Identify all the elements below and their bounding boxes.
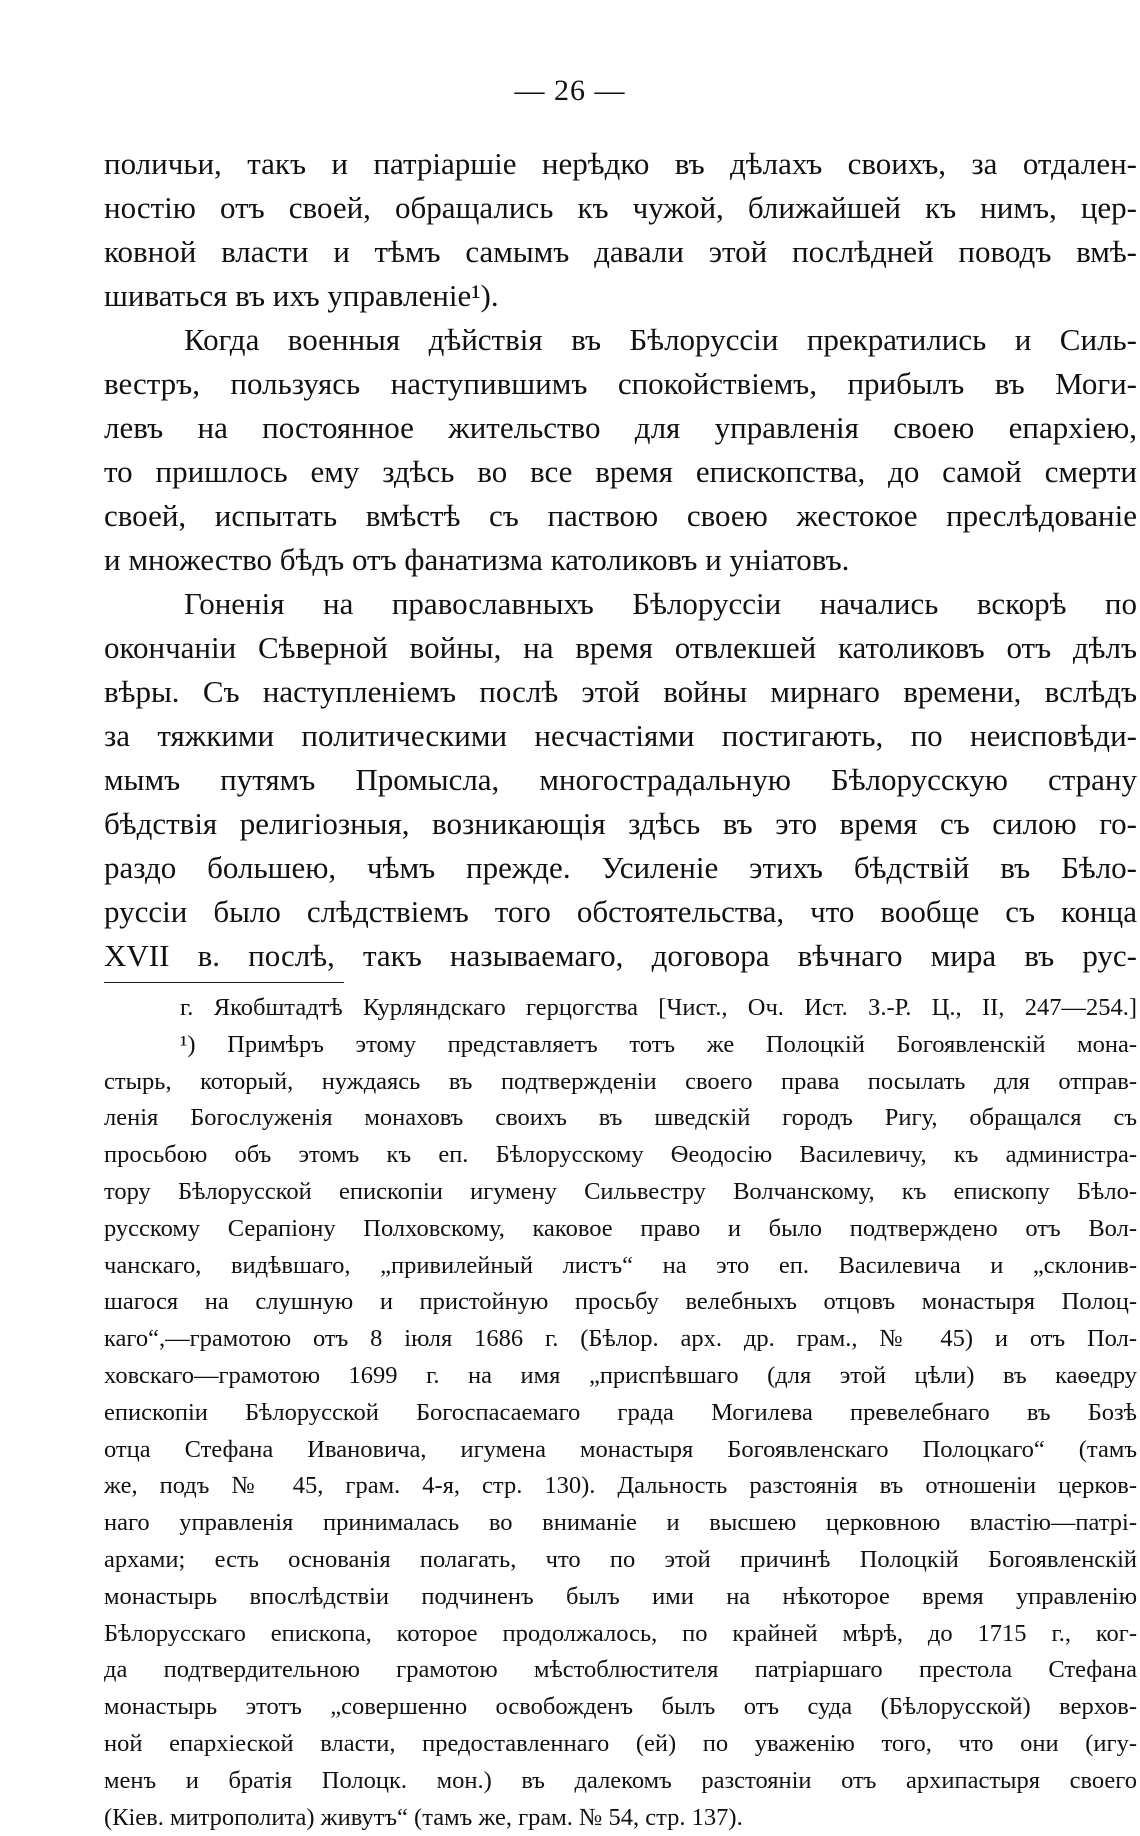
body-line: ковной власти и тѣмъ самымъ давали этой послѣдней поводъ вмѣ- [104, 234, 1137, 269]
footnote-line: стырь, который, нуждаясь въ подтвержденіи своего права посылать для отправ- [104, 1067, 1137, 1095]
footnote-line: просьбою объ этомъ къ еп. Бѣлорусскому Ѳеодосію Василевичу, къ администра- [104, 1141, 1137, 1169]
body-line: левъ на постоянное жительство для управленія своею епархіею, [104, 410, 1137, 445]
body-line: раздо большею, чѣмъ прежде. Усиленіе этихъ бѣдствій въ Бѣло- [104, 850, 1137, 885]
body-line: бѣдствія религіозныя, возникающія здѣсь въ это время съ силою го- [104, 806, 1137, 841]
footnote-line: же, подъ № 45, грам. 4-я, стр. 130). Дальность разстоянія въ отношеніи церков- [104, 1472, 1137, 1500]
footnote-divider [104, 982, 344, 983]
body-line: окончаніи Сѣверной войны, на время отвлекшей католиковъ отъ дѣлъ [104, 630, 1137, 665]
body-line: и множество бѣдъ отъ фанатизма католиковъ и уніатовъ. [104, 542, 850, 577]
body-line: своей, испытать вмѣстѣ съ паствою своею жестокое преслѣдованіе [104, 498, 1137, 533]
footnote-continuation: г. Якобштадтѣ Курляндскаго герцогства [Чист., Оч. Ист. З.-Р. Ц., II, 247—254.] [180, 994, 1137, 1021]
body-line: вѣры. Съ наступленіемъ послѣ этой войны мирнаго времени, вслѣдъ [104, 674, 1137, 709]
footnote-line: наго управленія принималась во вниманіе и высшею церковною властію—патрі- [104, 1509, 1137, 1537]
footnote-line: шагося на слушную и пристойную просьбу велебныхъ отцовъ монастыря Полоц- [104, 1288, 1137, 1316]
footnote-line: монастырь впослѣдствіи подчиненъ былъ ими на нѣкоторое время управленію [104, 1582, 1137, 1610]
body-line: поличьи, такъ и патріаршіе нерѣдко въ дѣлахъ своихъ, за отдален- [104, 146, 1137, 181]
footnote-line: ленія Богослуженія монаховъ своихъ въ шведскій городъ Ригу, обращался съ [104, 1104, 1137, 1132]
footnote-line: тору Бѣлорусской епископіи игумену Сильвестру Волчанскому, къ епископу Бѣло- [104, 1177, 1137, 1205]
body-line: то пришлось ему здѣсь во все время епископства, до самой смерти [104, 454, 1137, 489]
body-line: шиваться въ ихъ управленіе¹). [104, 278, 499, 313]
body-line: XVII в. послѣ, такъ называемаго, договора вѣчнаго мира въ рус- [104, 938, 1137, 973]
footnote-line: ной епархіеской власти, предоставленнаго (ей) по уваженію того, что они (игу- [104, 1729, 1137, 1757]
footnote-line: архами; есть основанія полагать, что по этой причинѣ Полоцкій Богоявленскій [104, 1545, 1137, 1573]
body-line: ностію отъ своей, обращались къ чужой, ближайшей къ нимъ, цер- [104, 190, 1137, 225]
footnote-line: ¹) Примѣръ этому представляетъ тотъ же Полоцкій Богоявленскій мона- [180, 1030, 1137, 1058]
page-number: — 26 — [514, 74, 626, 107]
body-line: Когда военныя дѣйствія въ Бѣлоруссіи прекратились и Силь- [184, 322, 1137, 357]
body-line: вестръ, пользуясь наступившимъ спокойствіемъ, прибылъ въ Моги- [104, 366, 1137, 401]
body-line: руссіи было слѣдствіемъ того обстоятельства, что вообще съ конца [104, 894, 1137, 929]
footnote-line: Бѣлорусскаго епископа, которое продолжалось, по крайней мѣрѣ, до 1715 г., ког- [104, 1619, 1137, 1647]
body-text [104, 142, 1137, 978]
body-line: Гоненія на православныхъ Бѣлоруссіи начались вскорѣ по [184, 586, 1137, 621]
footnote-line: да подтвердительною грамотою мѣстоблюстителя патріаршаго престола Стефана [104, 1656, 1137, 1684]
footnotes [104, 990, 1137, 1836]
footnote-line: каго“,—грамотою отъ 8 іюля 1686 г. (Бѣлор. арх. др. грам., № 45) и отъ Пол- [104, 1325, 1137, 1353]
footnote-line: монастырь этотъ „совершенно освобожденъ былъ отъ суда (Бѣлорусской) верхов- [104, 1693, 1137, 1721]
body-line: за тяжкими политическими несчастіями постигають, по неисповѣди- [104, 718, 1137, 753]
footnote-line: русскому Серапіону Полховскому, каковое право и было подтверждено отъ Вол- [104, 1214, 1137, 1242]
footnote-line: (Кіев. митрополита) живутъ“ (тамъ же, грам. № 54, стр. 137). [104, 1803, 743, 1831]
footnote-line: ховскаго—грамотою 1699 г. на имя „приспѣвшаго (для этой цѣли) въ каѳедру [104, 1361, 1137, 1389]
footnote-line: отца Стефана Ивановича, игумена монастыря Богоявленскаго Полоцкаго“ (тамъ [104, 1435, 1137, 1463]
footnote-line: чанскаго, видѣвшаго, „привилейный листъ“ на это еп. Василевича и „склонив- [104, 1251, 1137, 1279]
body-line: мымъ путямъ Промысла, многострадальную Бѣлорусскую страну [104, 762, 1137, 797]
footnote-line: менъ и братія Полоцк. мон.) въ далекомъ разстояніи отъ архипастыря своего [104, 1766, 1137, 1794]
footnote-line: епископіи Бѣлорусской Богоспасаемаго града Могилева превелебнаго въ Бозѣ [104, 1398, 1137, 1426]
